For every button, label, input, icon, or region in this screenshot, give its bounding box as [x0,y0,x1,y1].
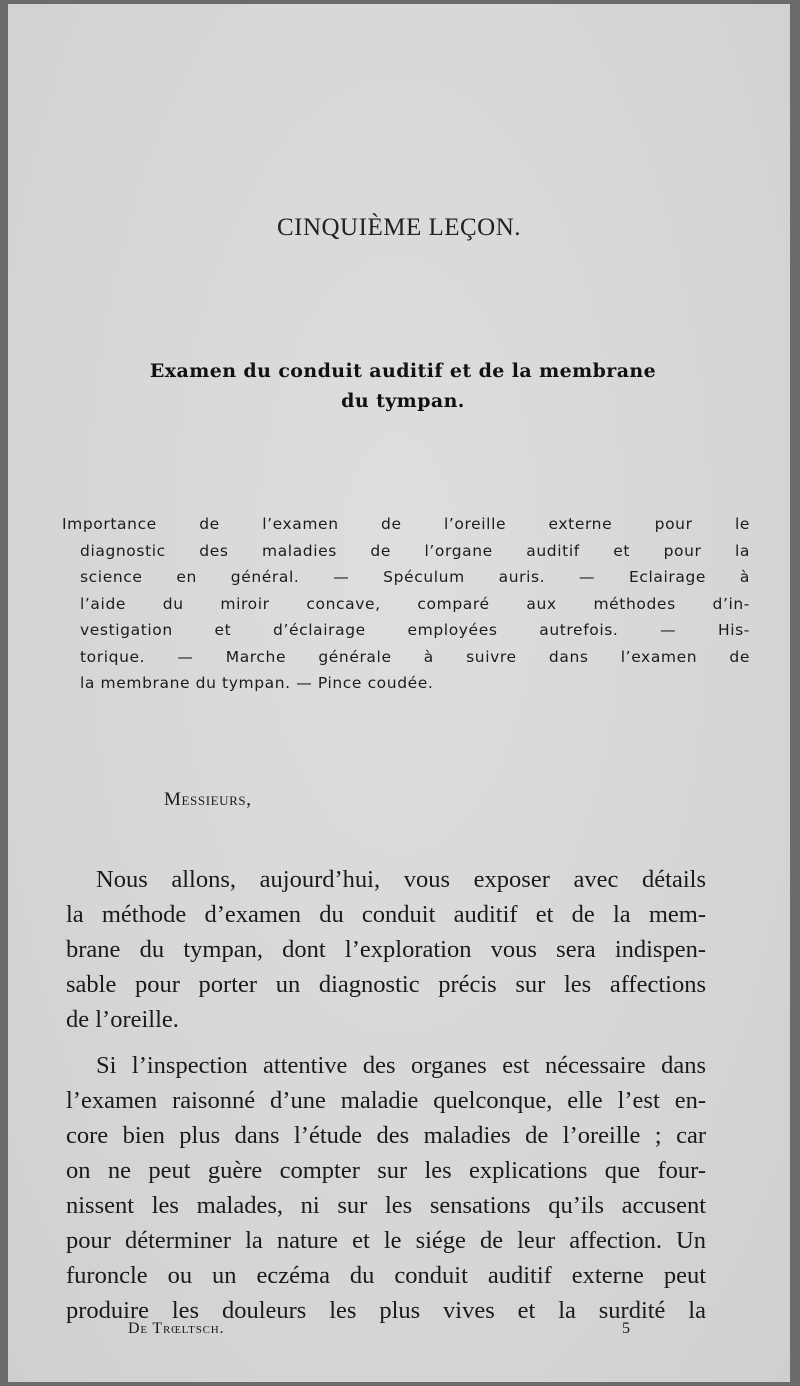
text-line: pour déterminer la nature et le siége de leur affection. Un [66,1227,706,1254]
summary-line: torique. — Marche générale à suivre dans l’examen de [80,647,750,666]
summary-line: la membrane du tympan. — Pince coudée. [80,674,434,692]
summary-line: vestigation et d’éclairage employées autrefois. — His- [80,621,750,639]
text-line: sable pour porter un diagnostic précis sur les affections [66,971,706,998]
text-line: Nous allons, aujourd’hui, vous exposer avec détails [96,866,706,893]
footer-author: De Trœltsch. [128,1320,225,1337]
body-text [66,862,706,1328]
text-line: l’examen raisonné d’une maladie quelconque, elle l’est en- [66,1087,706,1114]
text-line: produire les douleurs les plus vives et la surdité la [66,1297,706,1324]
text-line: core bien plus dans l’étude des maladies de l’oreille ; car [66,1122,706,1149]
chapter-summary [62,511,750,697]
text-line: furoncle ou un eczéma du conduit auditif externe peut [66,1262,706,1289]
text-line: on ne peut guère compter sur les explications que four- [66,1157,706,1184]
text-line: brane du tympan, dont l’exploration vous sera indispen- [66,936,706,963]
paragraph-2 [66,1048,706,1328]
section-title-line-2: du tympan. [341,390,465,412]
salutation: Messieurs, [164,789,252,810]
summary-line: diagnostic des maladies de l’organe auditif et pour la [80,541,750,560]
summary-line: Importance de l’examen de l’oreille externe pour le [62,515,750,533]
text-line: de l’oreille. [66,1006,179,1033]
summary-line: l’aide du miroir concave, comparé aux méthodes d’in- [80,594,750,613]
section-title [58,356,748,416]
chapter-title: CINQUIÈME LEÇON. [276,214,522,241]
page-number: 5 [622,1320,630,1337]
text-line: nissent les malades, ni sur les sensations qu’ils accusent [66,1192,706,1219]
paragraph-1 [66,862,706,1037]
section-title-line-1: Examen du conduit auditif et de la membrane [149,360,657,382]
text-line: Si l’inspection attentive des organes est nécessaire dans [96,1052,706,1079]
text-line: la méthode d’examen du conduit auditif et de la mem- [66,901,706,928]
book-page [8,4,790,1382]
summary-line: science en général. — Spéculum auris. — Eclairage à [80,568,750,586]
